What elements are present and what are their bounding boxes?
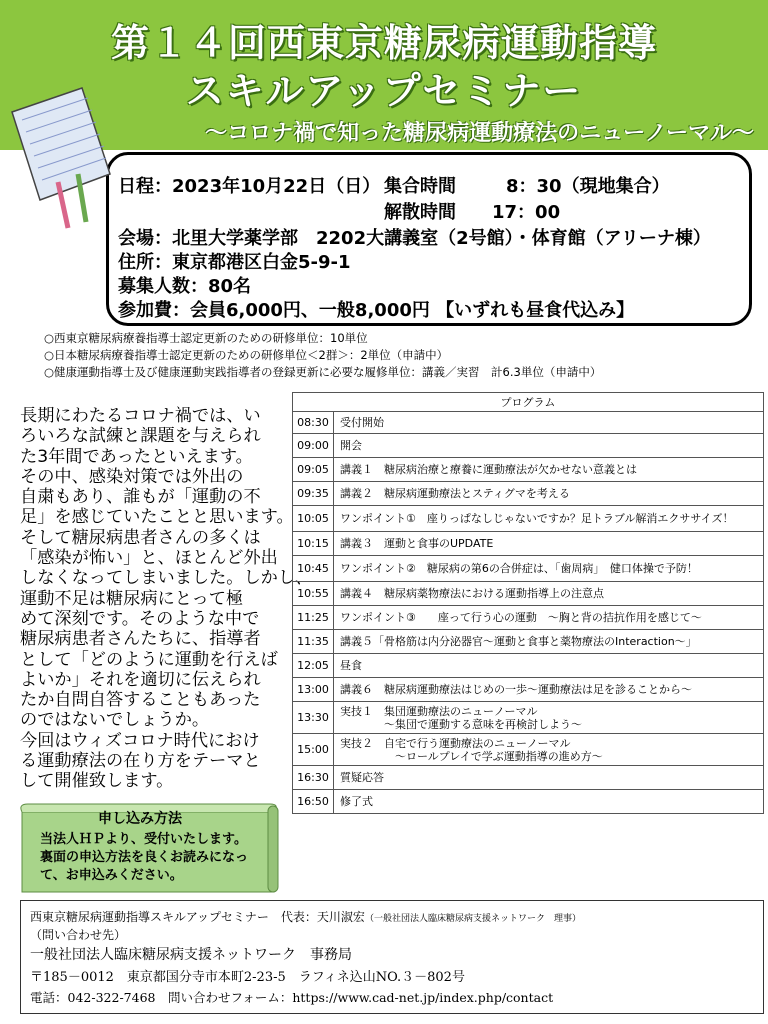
- intro-line: 糖尿病患者さんたちに、指導者: [20, 629, 261, 650]
- apply-line-1: 当法人ＨＰより、受付いたします。: [40, 832, 247, 847]
- intro-line: 「感染が怖い」と、ほとんど外出: [20, 548, 278, 569]
- program-content: [334, 434, 764, 458]
- apply-title: 申し込み方法: [98, 811, 182, 827]
- program-content-line: 講義３ 運動と食事のUPDATE: [340, 537, 494, 550]
- program-content-line: ～集団で運動する意味を再検討しよう～: [340, 717, 582, 731]
- program-row: [293, 532, 764, 556]
- program-content: [334, 790, 764, 814]
- program-time: 09:00: [293, 434, 334, 458]
- program-content-line: 講義５「骨格筋は内分泌器官～運動と食事と薬物療法のInteraction～」: [340, 635, 697, 648]
- program-content: [334, 412, 764, 434]
- notebook-pencil-icon: [6, 82, 116, 232]
- intro-line: めて深刻です。そのような中で: [20, 608, 260, 629]
- program-row: [293, 734, 764, 766]
- program-row: [293, 458, 764, 482]
- program-row: [293, 506, 764, 532]
- program-row: [293, 654, 764, 678]
- program-content: [334, 482, 764, 506]
- program-content: [334, 630, 764, 654]
- program-row: [293, 556, 764, 582]
- program-time: 13:30: [293, 702, 334, 734]
- intro-line: る運動療法の在り方をテーマと: [20, 751, 261, 772]
- intro-line: ろいろな試練と課題を与えられ: [20, 426, 261, 447]
- page-subtitle: ～コロナ禍で知った糖尿病運動療法のニューノーマル～: [205, 121, 754, 146]
- program-heading: プログラム: [293, 393, 764, 412]
- program-time: 09:35: [293, 482, 334, 506]
- credit-item-2: ○日本糖尿病療養指導士認定更新のための研修単位＜2群＞：2単位（申請中）: [44, 348, 449, 362]
- intro-line: 足」を感じていたことと思います。: [20, 507, 294, 528]
- program-time: 10:55: [293, 582, 334, 606]
- program-time: 10:05: [293, 506, 334, 532]
- intro-line: として「どのように運動を行えば: [20, 649, 278, 670]
- program-row: [293, 630, 764, 654]
- program-content-line: 講義４ 糖尿病薬物療法における運動指導上の注意点: [340, 587, 604, 600]
- footer-rep-text: 西東京糖尿病運動指導スキルアップセミナー 代表：天川淑宏: [30, 910, 365, 924]
- event-capacity: 募集人数：80名: [118, 276, 252, 297]
- program-content-line: 講義２ 糖尿病運動療法とスティグマを考える: [340, 487, 570, 500]
- program-row: [293, 582, 764, 606]
- credit-item-3: ○健康運動指導士及び健康運動実践指導者の登録更新に必要な履修単位：講義／実習 計6.3単位（申請中）: [44, 365, 602, 379]
- gather-label: 集合時間: [384, 176, 456, 197]
- program-time: 15:00: [293, 734, 334, 766]
- program-time: 11:25: [293, 606, 334, 630]
- program-content-line: 昼食: [340, 659, 362, 672]
- event-fee: 参加費：会員6,000円、一般8,000円 【いずれも昼食代込み】: [118, 300, 635, 321]
- program-time: 08:30: [293, 412, 334, 434]
- intro-line: 長期にわたるコロナ禍では、い: [20, 406, 261, 426]
- program-content-line: ワンポイント② 糖尿病の第6の合併症は、「歯周病」 健口体操で予防！: [340, 562, 698, 575]
- apply-line-3: て、お申込みください。: [40, 868, 183, 883]
- program-row: [293, 790, 764, 814]
- program-row: [293, 678, 764, 702]
- intro-line: その中、感染対策では外出の: [20, 466, 244, 487]
- event-venue: 会場：北里大学薬学部 2202大講義室（2号館）・体育館（アリーナ棟）: [118, 228, 711, 249]
- program-table: [292, 392, 764, 814]
- footer-phone-url[interactable]: 電話：042-322-7468 問い合わせフォーム：https://www.cad-net.jp/index.php/contact: [30, 990, 554, 1005]
- program-content-line: ワンポイント① 座りっぱなしじゃないですか？足トラブル解消エクササイズ！: [340, 512, 734, 525]
- program-row: [293, 412, 764, 434]
- program-content: [334, 702, 764, 734]
- apply-line-2: 裏面の申込方法を良くお読みになっ: [40, 850, 249, 865]
- intro-line: たか自問自答することもあった: [20, 690, 261, 711]
- dismiss-label: 解散時間: [384, 202, 456, 223]
- intro-line: して開催致します。: [20, 771, 174, 792]
- intro-line: のではないでしょうか。: [20, 710, 210, 731]
- intro-line: 自粛もあり、誰もが「運動の不: [20, 487, 261, 508]
- program-content-line: 講義１ 糖尿病治療と療養に運動療法が欠かせない意義とは: [340, 463, 637, 476]
- program-row: [293, 766, 764, 790]
- program-content: [334, 458, 764, 482]
- page-title-line1: 第１４回西東京糖尿病運動指導: [110, 21, 657, 65]
- program-content-line: 実技２ 自宅で行う運動療法のニューノーマル: [340, 736, 571, 750]
- credit-item-1: ○西東京糖尿病療養指導士認定更新のための研修単位：10単位: [44, 331, 368, 345]
- program-time: 10:45: [293, 556, 334, 582]
- footer-organization: 一般社団法人臨床糖尿病支援ネットワーク 事務局: [30, 947, 352, 963]
- dismiss-time: 17：00: [492, 202, 561, 223]
- intro-line: そして糖尿病患者さんの多くは: [20, 527, 261, 548]
- intro-line: 運動不足は糖尿病にとって極: [20, 588, 244, 609]
- program-content: [334, 734, 764, 766]
- program-content-line: 受付開始: [340, 416, 384, 429]
- program-content-line: 質疑応答: [340, 771, 384, 784]
- program-time: 11:35: [293, 630, 334, 654]
- footer-rep-affiliation: （一般社団法人臨床糖尿病支援ネットワーク 理事）: [364, 914, 581, 924]
- footer-contact-label: （問い合わせ先）: [30, 928, 127, 942]
- event-address: 住所：東京都港区白金5-9-1: [118, 252, 351, 273]
- intro-line: しなくなってしまいました。しかし、: [20, 568, 313, 589]
- program-content-line: 講義６ 糖尿病運動療法はじめの一歩～運動療法は足を診ることから～: [340, 683, 692, 696]
- program-content-line: ワンポイント③ 座って行う心の運動 ～胸と背の拮抗作用を感じて～: [340, 611, 702, 624]
- intro-line: よいか」それを適切に伝えられ: [20, 669, 261, 690]
- program-row: [293, 434, 764, 458]
- program-content: [334, 506, 764, 532]
- event-date: 日程：2023年10月22日（日）: [118, 176, 381, 197]
- program-time: 10:15: [293, 532, 334, 556]
- program-content: [334, 606, 764, 630]
- program-content: [334, 582, 764, 606]
- program-content-line: ～ロールプレイで学ぶ運動指導の進め方～: [340, 749, 603, 763]
- program-content: [334, 766, 764, 790]
- intro-line: た3年間であったといえます。: [20, 446, 253, 467]
- program-content: [334, 556, 764, 582]
- program-time: 16:30: [293, 766, 334, 790]
- program-row: [293, 482, 764, 506]
- program-row: [293, 606, 764, 630]
- footer-address: 〒185－0012 東京都国分寺市本町2-23-5 ラフィネ込山NO.３－802号: [30, 970, 465, 985]
- program-time: 13:00: [293, 678, 334, 702]
- intro-line: 今回はウィズコロナ時代におけ: [20, 730, 260, 751]
- program-content-line: 実技１ 集団運動療法のニューノーマル: [340, 704, 538, 718]
- footer-representative: [30, 908, 581, 925]
- program-content: [334, 654, 764, 678]
- program-time: 09:05: [293, 458, 334, 482]
- program-content-line: 修了式: [340, 795, 373, 808]
- gather-time: 8：30（現地集合）: [506, 176, 670, 197]
- page-title-line2: スキルアップセミナー: [185, 69, 583, 113]
- program-time: 16:50: [293, 790, 334, 814]
- program-content-line: 開会: [340, 439, 362, 452]
- program-content: [334, 678, 764, 702]
- program-row: [293, 702, 764, 734]
- program-content: [334, 532, 764, 556]
- program-time: 12:05: [293, 654, 334, 678]
